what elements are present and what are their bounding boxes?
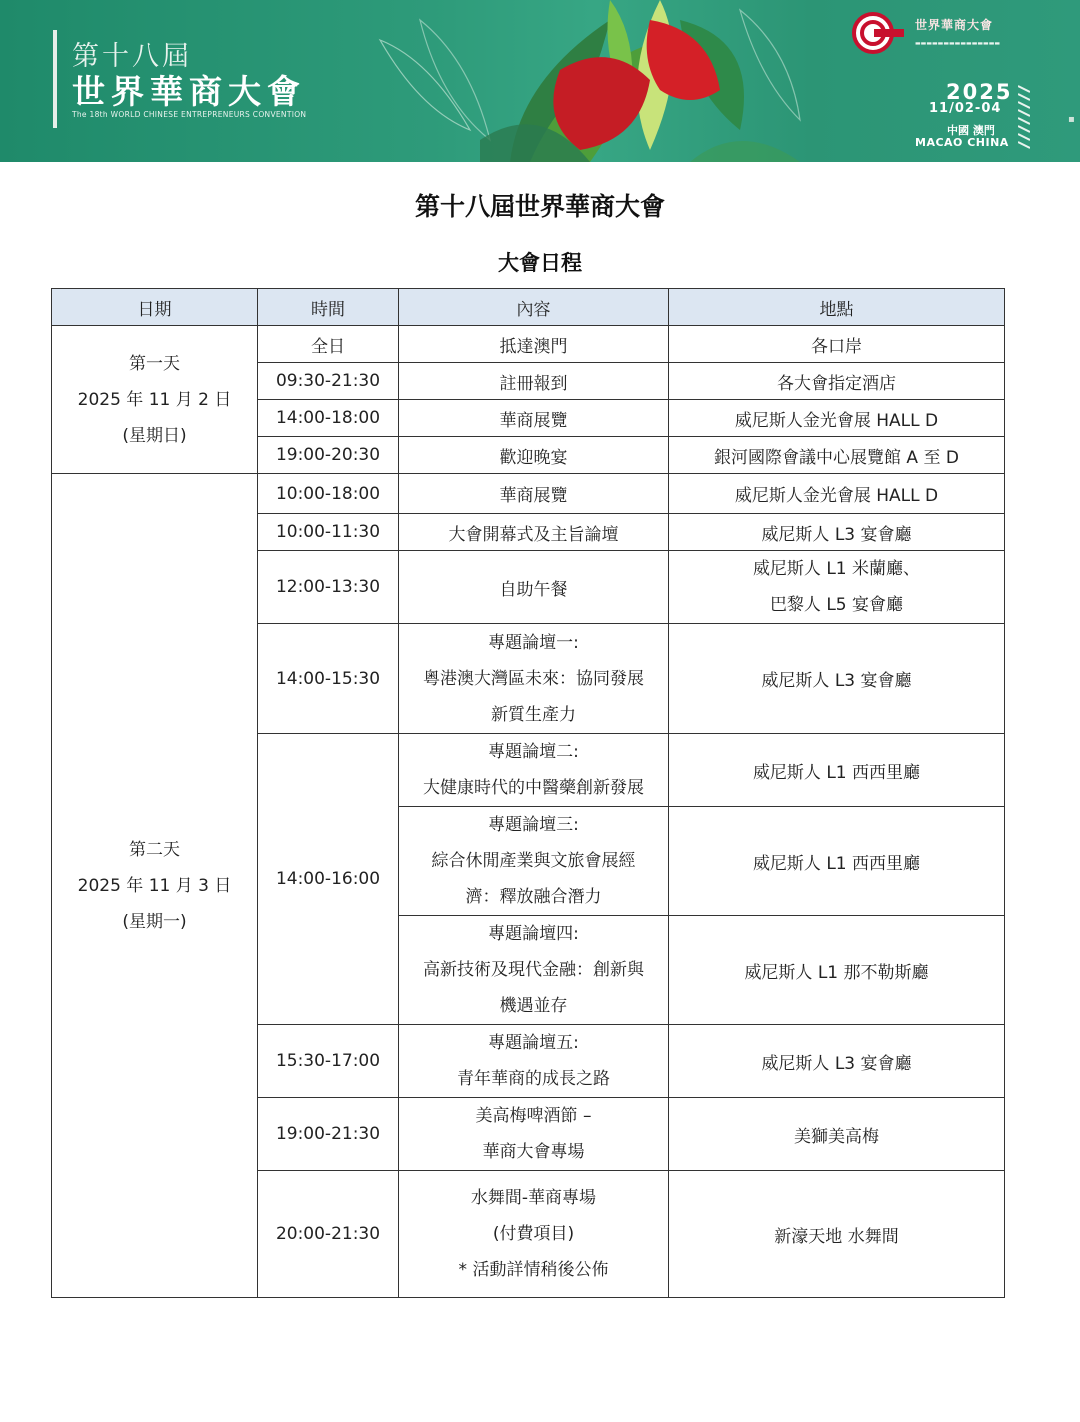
- content-line: 粵港澳大灣區未來：協同發展: [423, 668, 644, 689]
- content-cell: [399, 734, 669, 807]
- content-cell: 華商展覽: [399, 400, 669, 437]
- venue-cell: 各大會指定酒店: [669, 363, 1005, 400]
- content-cell: 註冊報到: [399, 363, 669, 400]
- content-cell: 自助午餐: [399, 551, 669, 624]
- content-line: 專題論壇三:: [488, 815, 579, 835]
- venue-cell: 威尼斯人 L3 宴會廳: [669, 1025, 1005, 1098]
- time-cell: 10:00-11:30: [258, 514, 399, 551]
- content-line: 美高梅啤酒節 –: [475, 1106, 592, 1126]
- content-line: 大健康時代的中醫藥創新發展: [423, 778, 644, 798]
- day2-label: 第二天: [129, 839, 180, 860]
- venue-cell: 威尼斯人 L1 西西里廳: [669, 734, 1005, 807]
- venue-cell: 威尼斯人金光會展 HALL D: [669, 474, 1005, 514]
- venue-cell: 威尼斯人 L3 宴會廳: [669, 514, 1005, 551]
- day1-label: 第一天: [129, 353, 180, 374]
- banner-event-name: 世界華商大會: [72, 72, 306, 111]
- page-title: 第十八屆世界華商大會: [414, 192, 665, 221]
- lotus-flower-illustration: [360, 0, 880, 162]
- time-cell: 15:30-17:00: [258, 1025, 399, 1098]
- logo-text: 世界華商大會: [915, 18, 994, 32]
- content-line: 華商大會專場: [482, 1142, 585, 1162]
- content-line: (付費項目): [492, 1224, 575, 1244]
- banner-dates: 11/02-04: [929, 101, 1002, 116]
- banner-location-cn: 中國 澳門: [947, 124, 995, 137]
- day2-weekday: (星期一): [122, 911, 187, 932]
- time-cell: 12:00-13:30: [258, 551, 399, 624]
- content-line: 青年華商的成長之路: [457, 1069, 610, 1089]
- edge-mark: ▪: [1068, 114, 1075, 125]
- header-banner: [0, 0, 1080, 162]
- venue-cell: 威尼斯人 L3 宴會廳: [669, 624, 1005, 734]
- banner-year: 2025: [946, 80, 1013, 104]
- content-line: 綜合休閒產業與文旅會展經: [431, 851, 636, 871]
- time-cell: 全日: [258, 326, 399, 363]
- venue-cell: [669, 551, 1005, 624]
- content-line: 水舞間-華商專場: [470, 1188, 597, 1208]
- time-cell: 10:00-18:00: [258, 474, 399, 514]
- time-cell: 19:00-20:30: [258, 437, 399, 474]
- banner-divider: [53, 30, 57, 128]
- banner-english-name: The 18th WORLD CHINESE ENTREPRENEURS CONVENTION: [72, 110, 307, 119]
- venue-cell: 威尼斯人 L1 那不勒斯廳: [669, 916, 1005, 1025]
- content-cell: 抵達澳門: [399, 326, 669, 363]
- day2-date: 2025 年 11 月 3 日: [77, 875, 232, 896]
- venue-cell: 美獅美高梅: [669, 1098, 1005, 1171]
- time-cell: 09:30-21:30: [258, 363, 399, 400]
- content-cell: [399, 1025, 669, 1098]
- day1-date: 2025 年 11 月 2 日: [77, 389, 232, 410]
- venue-cell: 威尼斯人金光會展 HALL D: [669, 400, 1005, 437]
- content-line: 機遇並存: [499, 996, 568, 1016]
- content-line: 濟：釋放融合潛力: [465, 887, 602, 907]
- time-cell: 14:00-16:00: [258, 734, 399, 1025]
- header-time: 時間: [258, 289, 399, 326]
- table-row: [52, 474, 1005, 514]
- content-cell: 歡迎晚宴: [399, 437, 669, 474]
- time-cell: 19:00-21:30: [258, 1098, 399, 1171]
- convention-logo-icon: [852, 12, 908, 54]
- content-cell: [399, 1098, 669, 1171]
- content-line: 專題論壇五:: [488, 1033, 579, 1053]
- venue-cell: 銀河國際會議中心展覽館 A 至 D: [669, 437, 1005, 474]
- banner-location-en: MACAO CHINA: [915, 136, 1009, 149]
- venue-cell: 威尼斯人 L1 西西里廳: [669, 807, 1005, 916]
- content-line: * 活動詳情稍後公佈: [458, 1260, 609, 1280]
- content-line: 專題論壇二:: [488, 742, 579, 762]
- time-cell: 14:00-15:30: [258, 624, 399, 734]
- venue-line: 威尼斯人 L1 米蘭廳、: [752, 559, 921, 579]
- day1-date-cell: [52, 326, 258, 474]
- time-cell: 20:00-21:30: [258, 1171, 399, 1298]
- content-line: 高新技術及現代金融：創新與: [423, 960, 644, 980]
- table-row: [52, 326, 1005, 363]
- header-content: 內容: [399, 289, 669, 326]
- logo-subtext: ▬▬▬▬▬▬▬▬▬▬▬▬▬▬▬: [915, 40, 1001, 47]
- table-header-row: [52, 289, 1005, 326]
- header-date: 日期: [52, 289, 258, 326]
- day1-weekday: (星期日): [122, 425, 187, 446]
- schedule-table: [51, 288, 1005, 1298]
- venue-line: 巴黎人 L5 宴會廳: [769, 595, 904, 615]
- content-line: 新質生產力: [491, 704, 576, 725]
- page-subtitle: 大會日程: [498, 251, 582, 275]
- content-cell: [399, 807, 669, 916]
- day2-date-cell: [52, 474, 258, 1298]
- content-cell: [399, 916, 669, 1025]
- venue-cell: 各口岸: [669, 326, 1005, 363]
- content-cell: [399, 624, 669, 734]
- content-cell: 華商展覽: [399, 474, 669, 514]
- content-cell: [399, 1171, 669, 1298]
- header-venue: 地點: [669, 289, 1005, 326]
- time-cell: 14:00-18:00: [258, 400, 399, 437]
- venue-cell: 新濠天地 水舞間: [669, 1171, 1005, 1298]
- content-cell: 大會開幕式及主旨論壇: [399, 514, 669, 551]
- banner-edition: 第十八屆: [72, 41, 192, 72]
- content-line: 專題論壇一:: [488, 632, 579, 653]
- content-line: 專題論壇四:: [488, 924, 579, 944]
- decorative-stripes-icon: [1018, 84, 1030, 150]
